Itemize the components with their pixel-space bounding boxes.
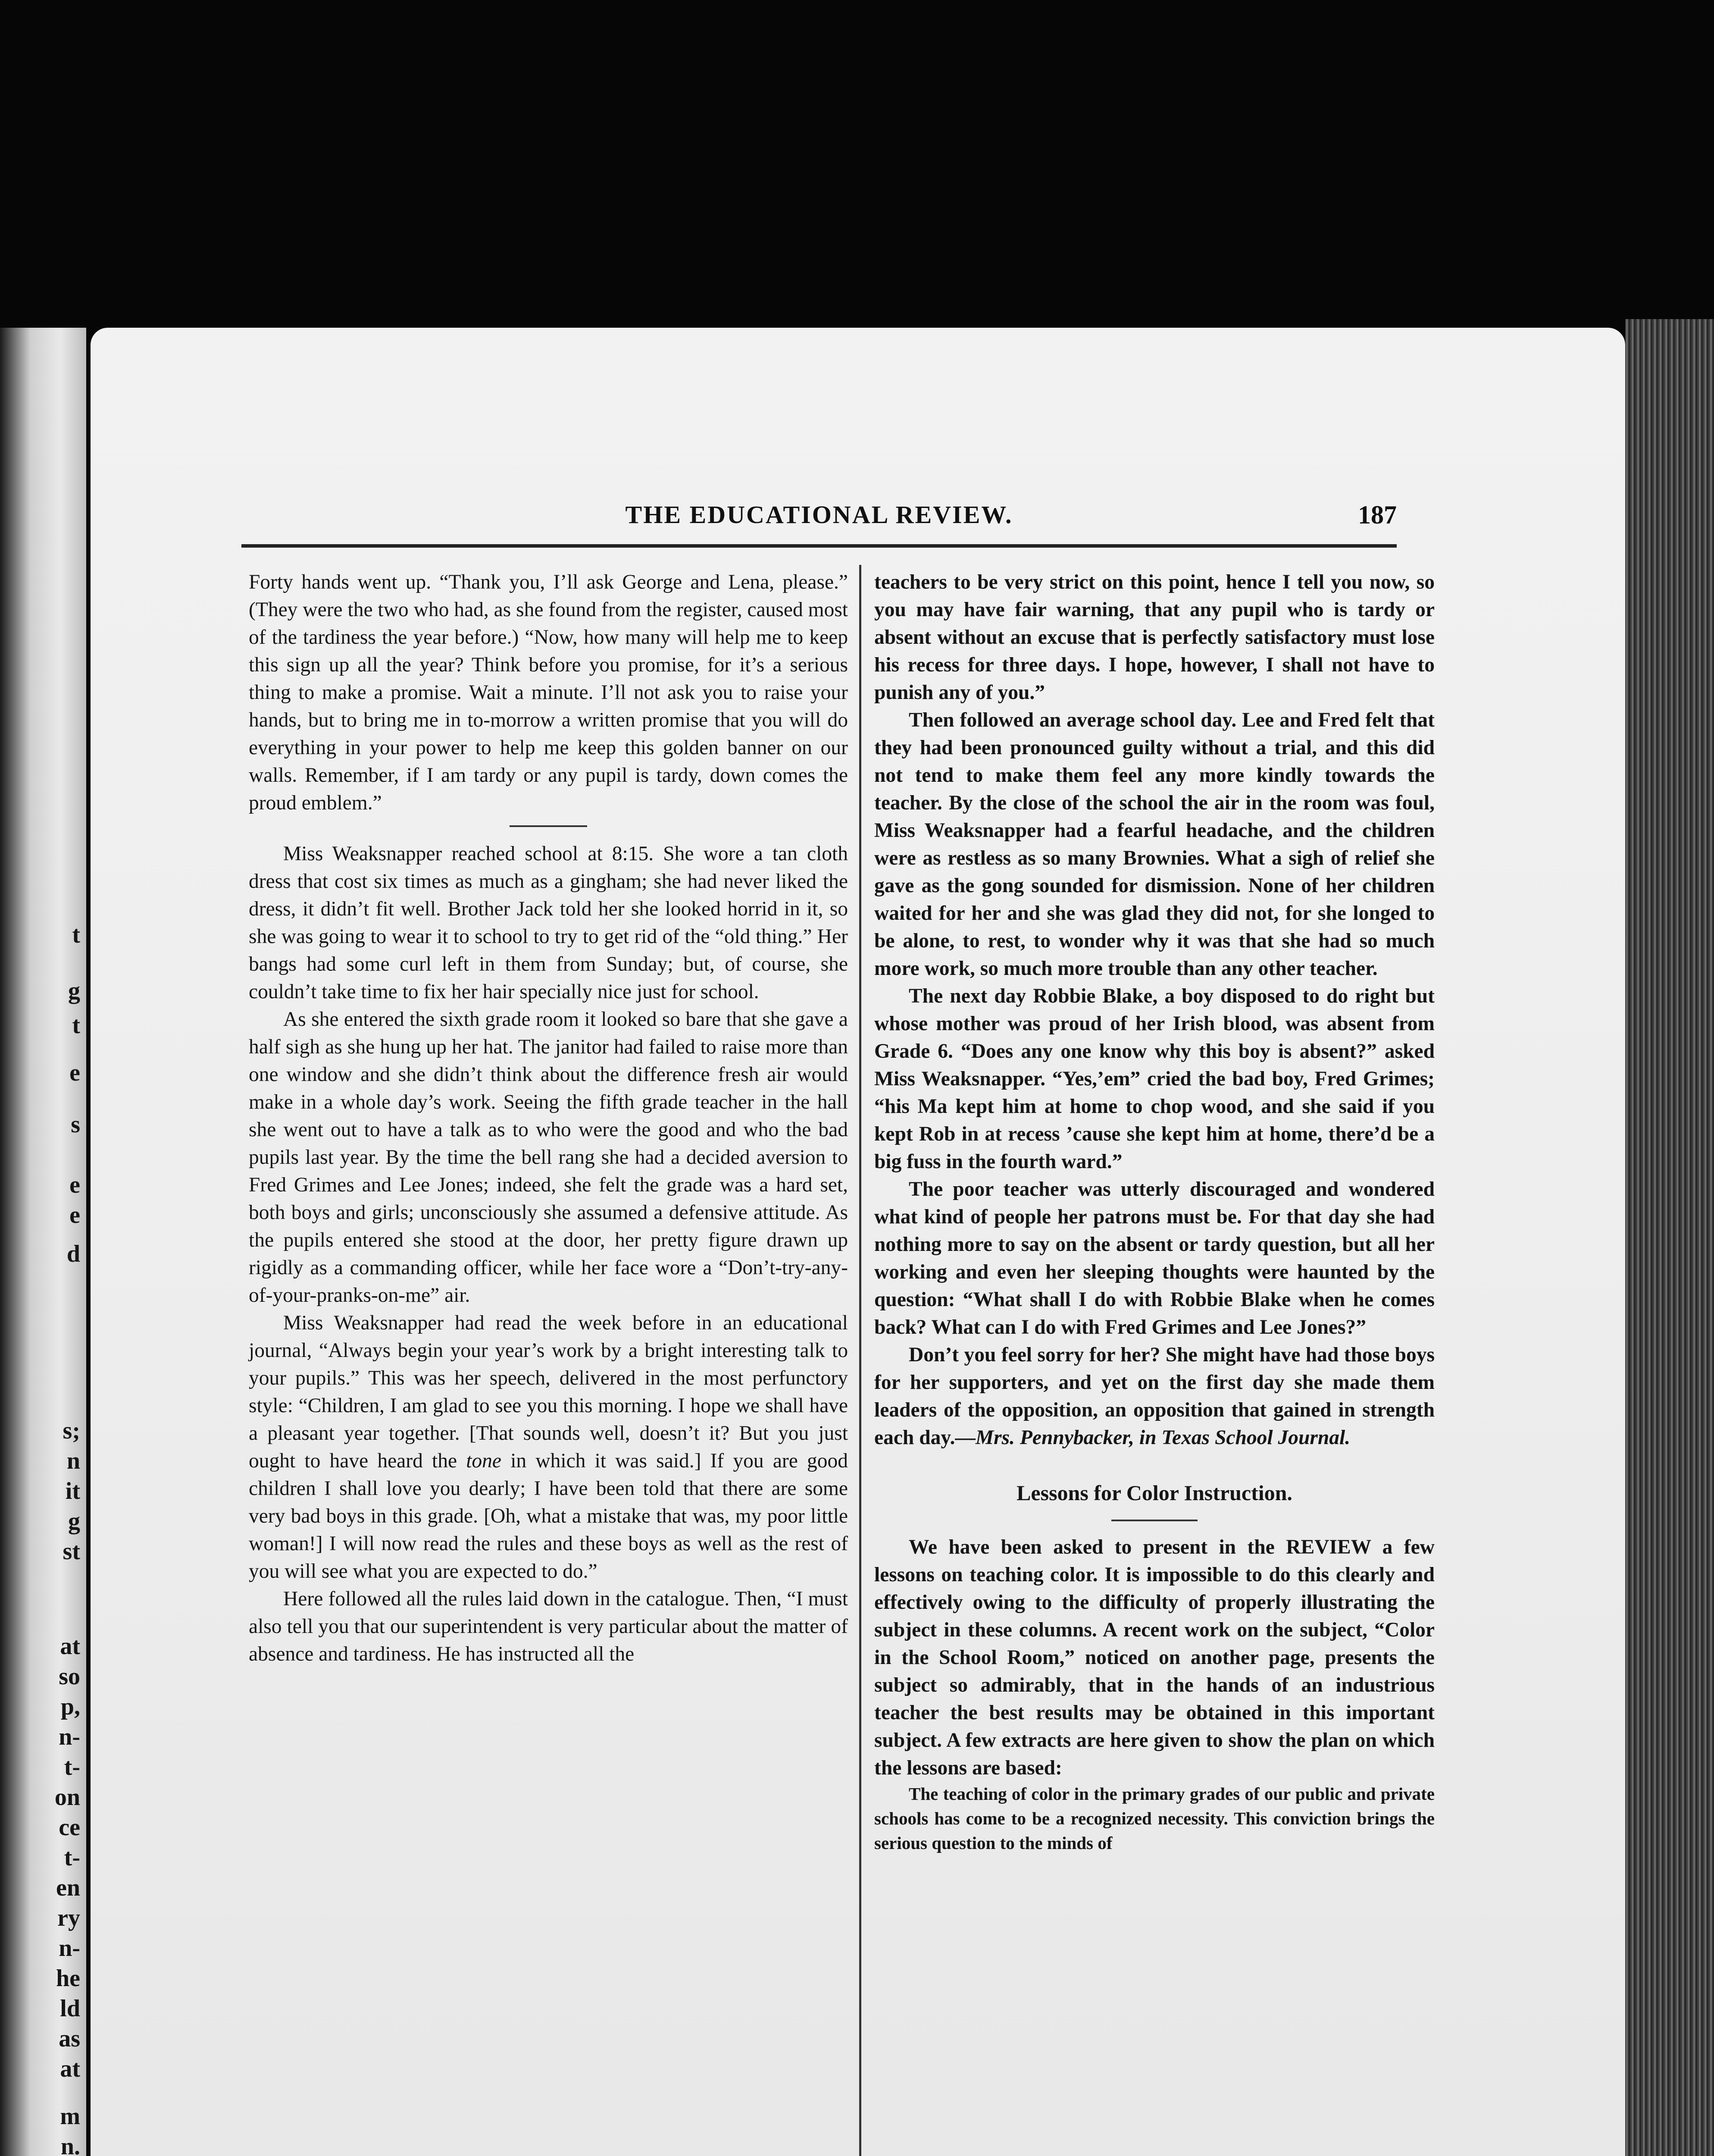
margin-fragment: at [60,2056,80,2082]
paragraph: We have been asked to present in the REVIEW a few lessons on teaching color. It is impossible to do this clearly and effectively owing to the difficulty of properly illustrating the subject in these columns. A recent work on the subject, “Color in the School Room,” noticed on another page, presents the subject so admirably, that in the hands of an industrious teacher the best results may be obtained in this important subject. A few extracts are here given to show the plan on which the lessons are based: [874,1536,1435,1779]
margin-fragment: st [63,1538,80,1565]
margin-fragment: d [66,1241,80,1267]
margin-fragment: e [69,1172,80,1198]
margin-fragment: he [56,1965,80,1992]
margin-fragment: at [60,1633,80,1660]
attribution: Mrs. Pennybacker, in Texas School Journal. [975,1426,1351,1449]
margin-fragment: n- [59,1935,80,1962]
page-number: 187 [1358,501,1397,529]
right-column [874,568,1435,1855]
paragraph [874,1341,1435,1451]
margin-fragment: p, [60,1693,80,1720]
paragraph [249,1309,848,1585]
margin-fragment: n- [59,1724,80,1750]
paragraph: As she entered the sixth grade room it looked so bare that she gave a half sigh as she hung up her hat. The janitor had failed to raise more than one window and she didn’t think about the difference fresh air would make in a whole day’s work. Seeing the fifth grade teacher in the hall she went out to have a talk as to who were the good and who the bad pupils last year. By the time the bell rang she had a decided aversion to Fred Grimes and Lee Jones; indeed, she felt the grade was a hard set, both boys and girls; unconsciously she assumed a defensive attitude. As the pupils entered she stood at the door, her pretty figure drawn up rigidly as a commanding officer, while her face wore a “Don’t-try-any-of-your-pranks-on-me” air. [249,1008,848,1307]
margin-fragment: it [65,1478,80,1504]
margin-fragment: as [59,2025,80,2052]
margin-fragment: ry [57,1905,80,1931]
margin-fragment: e [69,1202,80,1228]
left-column [249,568,848,1668]
margin-fragment: s [71,1111,80,1138]
margin-fragment: so [59,1663,80,1690]
margin-fragment: n. [60,2133,80,2156]
margin-fragment: n [66,1448,80,1474]
section-divider [510,825,587,827]
paragraph: teachers to be very strict on this point, hence I tell you now, so you may have fair warning, that any pupil who is tardy or absent without an excuse that is perfectly satisfactory must lose his recess for three days. I hope, however, I shall not have to punish any of you.” [874,571,1435,704]
column-divider [859,565,861,2156]
heading-rule [1111,1520,1198,1521]
running-head: THE EDUCATIONAL REVIEW. [625,501,1013,529]
margin-fragment: g [68,1508,80,1535]
paragraph: The poor teacher was utterly discouraged and wondered what kind of people her patrons must be. For that day she had nothing more to say on the absent or tardy question, but all her working and even her sleeping thoughts were haunted by the question: “What shall I do with Robbie Blake when he comes back? What can I do with Fred Grimes and Lee Jones?” [874,1178,1435,1338]
section-heading: Lessons for Color Instruction. [1017,1481,1292,1505]
margin-fragment: t- [64,1754,80,1780]
margin-fragment: on [54,1784,80,1811]
margin-fragment: t- [64,1844,80,1871]
margin-fragment: g [68,978,80,1004]
text-run: Don’t you feel sorry for her? She might have had those boys for her supporters, and yet on the first day she made them leaders of the opposition, an opposition that gained in strength each day.— [874,1344,1435,1449]
margin-fragment: ld [60,1995,80,2022]
paragraph: Miss Weaksnapper reached school at 8:15. She wore a tan cloth dress that cost six times as much as a gingham; she had never liked the dress, it didn’t fit well. Brother Jack told her she looked horrid in it, so she was going to wear it to school to try to get rid of the “old thing.” Her bangs had some curl left in them from Sunday; but, of course, she couldn’t take time to fix her hair specially nice just for school. [249,843,848,1003]
emphasis: tone [466,1450,502,1472]
margin-fragment: t [72,921,80,948]
paragraph: The next day Robbie Blake, a boy disposed to do right but whose mother was proud of her Irish blood, was absent from Grade 6. “Does any one know why this boy is absent?” asked Miss Weaksnapper. “Yes,’em” cried the bad boy, Fred Grimes; “his Ma kept him at home to chop wood, and she said if you kept Rob in at recess ’cause she kept him at home, there’d be a big fuss in the fourth ward.” [874,985,1435,1173]
margin-fragment: ce [59,1814,80,1841]
text-run: in which it was said.] If you are good children I shall love you dearly; I have been told that there are some very bad boys in this grade. [Oh, what a mistake that was, my poor little woman!] I will now read the rules and these boys as well as the rest of you will see what you are expected to do.” [249,1450,848,1583]
header-rule [241,544,1397,548]
paragraph: Here followed all the rules laid down in the catalogue. Then, “I must also tell you that our superintendent is very particular about the matter of absence and tardiness. He has instructed all the [249,1588,848,1665]
text-run: Miss Weaksnapper had read the week before in an educational journal, “Always begin your year’s work by a bright interesting talk to your pupils.” This was her speech, delivered in the most perfunctory style: “Children, I am glad to see you this morning. I hope we shall have a pleasant year together. [That sounds well, doesn’t it? But you just ought to have heard the [249,1312,848,1472]
margin-fragment: en [56,1874,80,1901]
margin-fragment: t [72,1012,80,1039]
left-margin-fragments [3,328,80,2156]
margin-fragment: m [60,2103,80,2130]
margin-fragment: e [69,1059,80,1086]
margin-fragment: s; [63,1417,80,1444]
right-page-stack [1625,319,1714,2156]
extract-paragraph: The teaching of color in the primary grades of our public and private schools has come to be a recognized necessity. This conviction brings the serious question to the minds of [874,1784,1435,1853]
paragraph: Then followed an average school day. Lee and Fred felt that they had been pronounced guilty without a trial, and this did not tend to make them feel any more kindly towards the teacher. By the close of the school the air in the room was foul, Miss Weaksnapper had a fearful headache, and the children were as restless as so many Brownies. What a sigh of relief she gave as the gong sounded for dismission. None of her children waited for her and she was glad they did not, for she longed to be alone, to rest, to wonder why it was that she had so much more work, so much more trouble than any other teacher. [874,709,1435,980]
paragraph: Forty hands went up. “Thank you, I’ll ask George and Lena, please.” (They were the two who had, as she found from the register, caused most of the tardiness the year before.) “Now, how many will help me to keep this sign up all the year? Think before you promise, for it’s a serious thing to make a promise. Wait a minute. I’ll not ask you to raise your hands, but to bring me in to-morrow a written promise that you will do everything in your power to help me keep this golden banner on our walls. Remember, if I am tardy or any pupil is tardy, down comes the proud emblem.” [249,571,848,814]
